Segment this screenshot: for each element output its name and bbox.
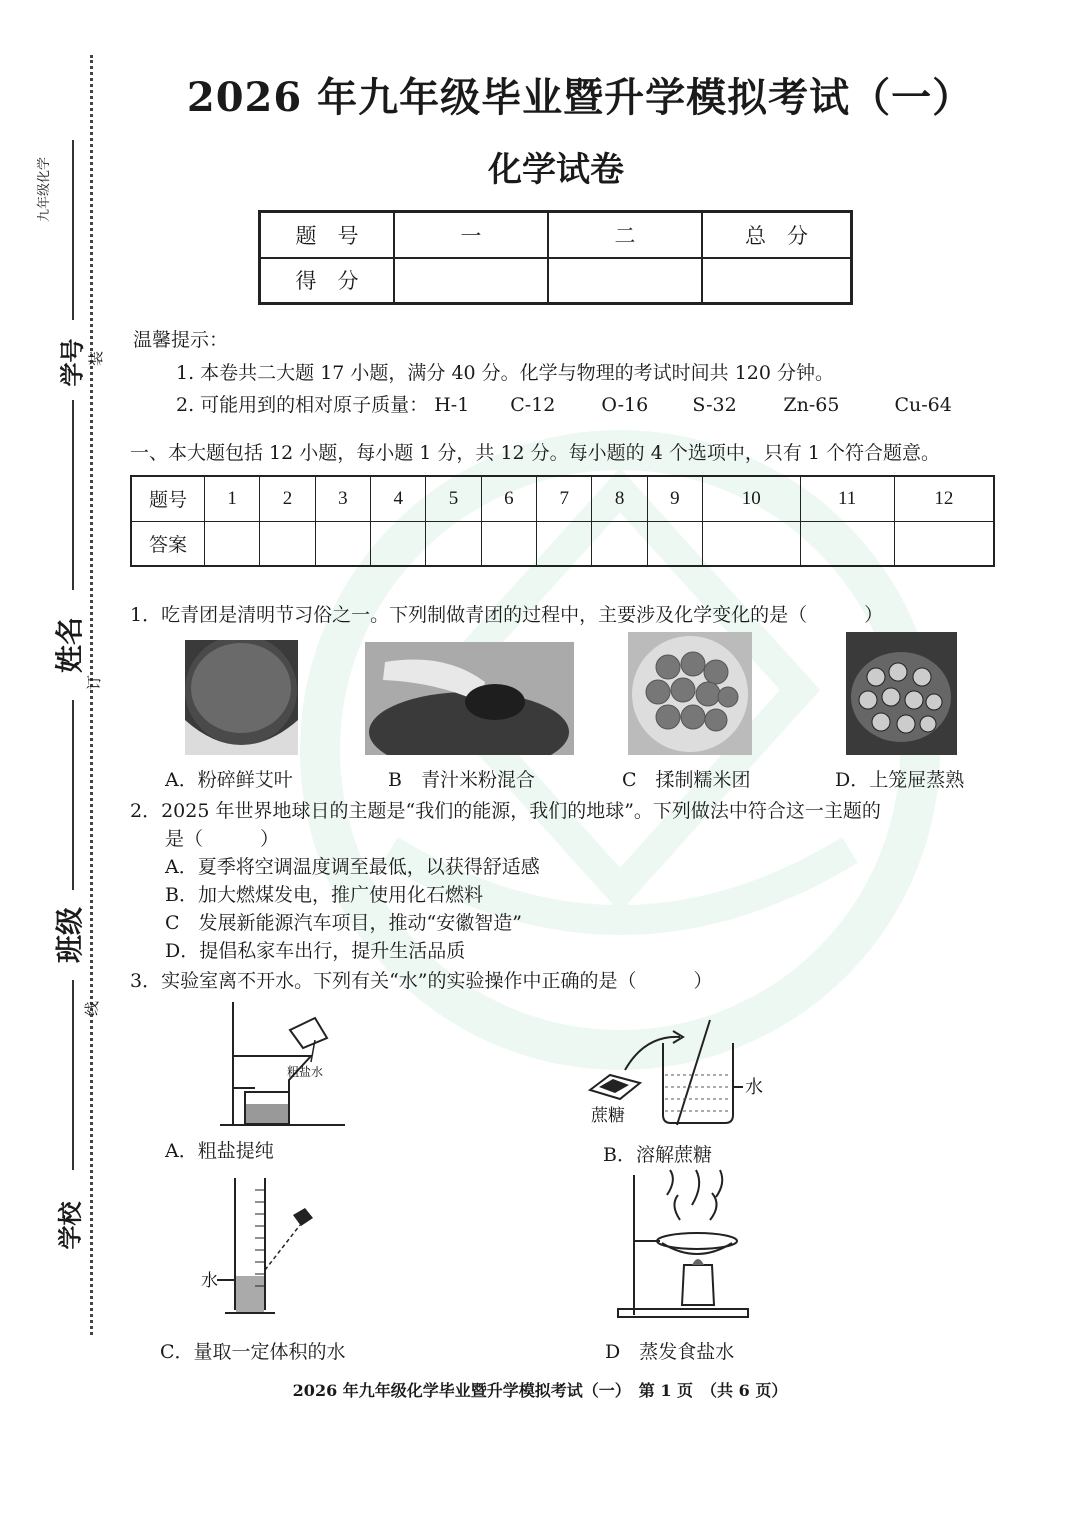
- q2-stem-line1: 2．2025 年世界地球日的主题是“我们的能源，我们的地球”。下列做法中符合这一主题的: [130, 800, 881, 822]
- question-number: 9: [647, 476, 702, 521]
- q3-diagram-a-filtration: [215, 1000, 355, 1130]
- crude-salt-water-label: 粗盐水: [287, 1065, 324, 1079]
- question-number: 11: [800, 476, 894, 521]
- tips-item-2: [176, 390, 952, 417]
- answer-cell[interactable]: [315, 521, 370, 566]
- page-footer: 2026 年九年级化学毕业暨升学模拟考试（一） 第 1 页 （共 6 页）: [292, 1381, 788, 1400]
- answer-cell[interactable]: [260, 521, 315, 566]
- question-number: 3: [315, 476, 370, 521]
- ground-mugwort-photo: [185, 640, 298, 755]
- question-number: 8: [592, 476, 647, 521]
- tips-heading: 温馨提示：: [133, 329, 229, 351]
- margin-rule: [72, 980, 74, 1170]
- q1-photo-b: [365, 642, 574, 755]
- question-number: 2: [260, 476, 315, 521]
- seal-dotted-line: [90, 55, 93, 1335]
- q1-stem: 1．吃青团是清明节习俗之一。下列制做青团的过程中，主要涉及化学变化的是（ ）: [130, 604, 884, 626]
- q2-option-c: C 发展新能源汽车项目，推动“安徽智造”: [165, 912, 522, 934]
- answer-cell[interactable]: [426, 521, 481, 566]
- q3-option-a: A．粗盐提纯: [165, 1140, 274, 1162]
- school-label: 学校: [55, 1201, 85, 1250]
- q1-option-d: D．上笼屉蒸熟: [835, 769, 965, 791]
- score-cell[interactable]: [702, 258, 852, 304]
- student-no-label: 学号: [57, 338, 87, 387]
- sucrose-label: 蔗糖: [591, 1106, 625, 1126]
- answer-cell[interactable]: [371, 521, 426, 566]
- score-header-cell: 题 号: [260, 212, 395, 258]
- question-number: 6: [481, 476, 536, 521]
- answer-cell[interactable]: [481, 521, 536, 566]
- score-row-label: 得 分: [260, 258, 395, 304]
- q1-option-b: B 青汁米粉混合: [388, 769, 535, 791]
- q3-option-c: C．量取一定体积的水: [160, 1341, 346, 1363]
- exam-title: 2026 年九年级毕业暨升学模拟考试（一）: [186, 74, 974, 121]
- question-number: 4: [371, 476, 426, 521]
- question-number: 10: [703, 476, 800, 521]
- q3-option-d: D 蒸发食盐水: [605, 1341, 735, 1363]
- q3-stem: 3．实验室离不开水。下列有关“水”的实验操作中正确的是（ ）: [130, 970, 713, 992]
- q1-option-c: C 揉制糯米团: [622, 769, 751, 791]
- q3-diagram-c-cylinder: [195, 1170, 345, 1320]
- question-number: 12: [894, 476, 994, 521]
- q2-stem-line2: 是（ ）: [165, 828, 280, 850]
- tips-item-2-prefix: 2. 可能用到的相对原子质量：: [176, 394, 429, 416]
- score-cell[interactable]: [394, 258, 548, 304]
- q1-photo-a: [185, 640, 298, 755]
- mass-zn: Zn-65: [783, 394, 840, 416]
- answer-cell[interactable]: [800, 521, 894, 566]
- mass-c: C-12: [510, 394, 556, 416]
- mass-h: H-1: [434, 394, 470, 416]
- seal-cut-mark: 装: [87, 350, 106, 367]
- answer-table: [130, 475, 995, 567]
- water-label-c: 水: [201, 1271, 218, 1291]
- score-cell[interactable]: [548, 258, 702, 304]
- tips-item-1: 1. 本卷共二大题 17 小题，满分 40 分。化学与物理的考试时间共 120 分钟。: [176, 362, 835, 384]
- question-number: 5: [426, 476, 481, 521]
- answer-cell[interactable]: [537, 521, 592, 566]
- q3-diagram-d-evaporation: [612, 1165, 762, 1325]
- mass-s: S-32: [692, 394, 737, 416]
- q1-photo-d: [846, 632, 957, 755]
- answer-cell[interactable]: [647, 521, 702, 566]
- section1-heading: 一、本大题包括 12 小题，每小题 1 分，共 12 分。每小题的 4 个选项中，只有 1 个符合题意。: [130, 442, 941, 464]
- water-label-b: 水: [745, 1077, 763, 1098]
- question-number: 7: [537, 476, 592, 521]
- seal-line-mark: 线: [83, 1000, 102, 1017]
- exam-subtitle: 化学试卷: [488, 150, 624, 190]
- question-number: 1: [205, 476, 260, 521]
- q3-option-b: B．溶解蔗糖: [603, 1144, 712, 1166]
- mixing-rice-flour-photo: [365, 642, 574, 755]
- score-header-cell: 总 分: [702, 212, 852, 258]
- q1-photo-c: [628, 632, 752, 755]
- margin-top-note: 九年级化学: [37, 156, 53, 223]
- name-label: 姓名: [53, 616, 87, 674]
- q1-option-a: A．粉碎鲜艾叶: [165, 769, 293, 791]
- score-table: [258, 210, 853, 305]
- rice-balls-photo: [628, 632, 752, 755]
- answer-cell[interactable]: [703, 521, 800, 566]
- margin-rule: [72, 400, 74, 590]
- score-header-cell: 二: [548, 212, 702, 258]
- answer-no-label: 题号: [131, 476, 205, 521]
- answer-cell[interactable]: [205, 521, 260, 566]
- seal-bind-mark: 订: [85, 674, 104, 691]
- class-label: 班级: [53, 906, 87, 964]
- q2-option-d: D．提倡私家车出行，提升生活品质: [165, 940, 466, 962]
- mass-cu: Cu-64: [894, 394, 952, 416]
- mass-o: O-16: [601, 394, 649, 416]
- score-header-cell: 一: [394, 212, 548, 258]
- steamer-photo: [846, 632, 957, 755]
- q3-diagram-b-dissolving: [585, 1015, 785, 1135]
- q2-option-a: A．夏季将空调温度调至最低，以获得舒适感: [165, 856, 540, 878]
- q2-option-b: B．加大燃煤发电，推广使用化石燃料: [165, 884, 483, 906]
- answer-cell[interactable]: [894, 521, 994, 566]
- margin-rule: [72, 700, 74, 890]
- answer-cell[interactable]: [592, 521, 647, 566]
- answer-row-label: 答案: [131, 521, 205, 566]
